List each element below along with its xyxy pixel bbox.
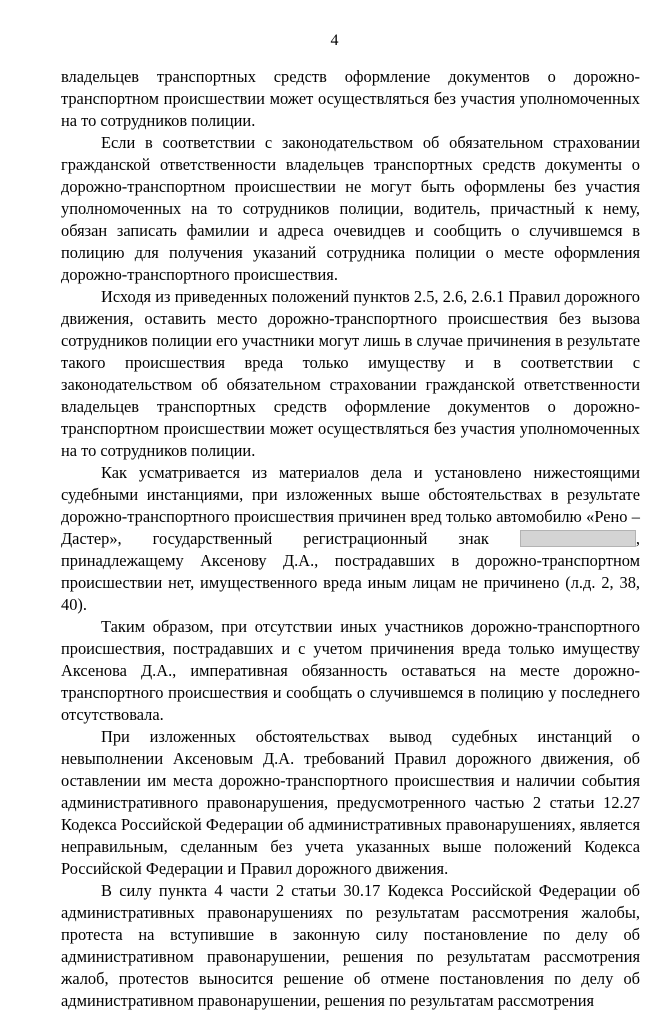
document-body	[61, 66, 640, 1012]
paragraph-3: Исходя из приведенных положений пунктов 2.5, 2.6, 2.6.1 Правил дорожного движения, оставить место дорожно-транспортного происшествия без вызова сотрудников полиции его участники могут лишь в случае причинения в результате такого происшествия вреда только имуществу и в соответствии с законодательством об обязательном страховании гражданской ответственности владельцев транспортных средств оформление документов о дорожно-транспортном происшествии может осуществляться без участия уполномоченных на то сотрудников полиции.	[61, 287, 640, 460]
paragraph-4	[61, 462, 640, 616]
redacted-plate-number	[520, 530, 636, 547]
paragraph-1: владельцев транспортных средств оформление документов о дорожно-транспортном происшествии может осуществляться без участия уполномоченных на то сотрудников полиции.	[61, 67, 640, 130]
paragraph-5: Таким образом, при отсутствии иных участников дорожно-транспортного происшествия, пострадавших и с учетом причинения вреда только имуществу Аксенова Д.А., императивная обязанность оставаться на месте дорожно-транспортного происшествия и сообщать о случившемся в полицию у последнего отсутствовала.	[61, 617, 640, 724]
paragraph-7: В силу пункта 4 части 2 статьи 30.17 Кодекса Российской Федерации об административных правонарушениях по результатам рассмотрения жалобы, протеста на вступившие в законную силу постановление по делу об административном правонарушении, решения по результатам рассмотрения жалоб, протестов выносится решение об отмене постановления по делу об административном правонарушении, решения по результатам рассмотрения	[61, 881, 640, 1010]
paragraph-6: При изложенных обстоятельствах вывод судебных инстанций о невыполнении Аксеновым Д.А. требований Правил дорожного движения, об оставлении им места дорожно-транспортного происшествия и наличии события административного правонарушения, предусмотренного частью 2 статьи 12.27 Кодекса Российской Федерации об административных правонарушениях, является неправильным, сделанным без учета указанных выше положений Кодекса Российской Федерации и Правил дорожного движения.	[61, 727, 640, 878]
page-number: 4	[330, 32, 339, 49]
paragraph-4-before-redaction: Как усматривается из материалов дела и установлено нижестоящими судебными инстанциями, при изложенных выше обстоятельствах в результате дорожно-транспортного происшествия причинен вред только автомобилю «Рено – Дастер», государственный регистрационный знак	[61, 463, 640, 548]
paragraph-2: Если в соответствии с законодательством об обязательном страховании гражданской ответственности владельцев транспортных средств документы о дорожно-транспортном происшествии не могут быть оформлены без участия уполномоченных на то сотрудников полиции, водитель, причастный к нему, обязан записать фамилии и адреса очевидцев и сообщить о случившемся в полицию для получения указаний сотрудника полиции о месте оформления дорожно-транспортного происшествия.	[61, 133, 640, 284]
paragraph-4-after-redaction: , принадлежащему Аксенову Д.А., пострадавших в дорожно-транспортном происшествии нет, имущественного вреда иным лицам не причинено (л.д. 2, 38, 40).	[61, 529, 640, 614]
